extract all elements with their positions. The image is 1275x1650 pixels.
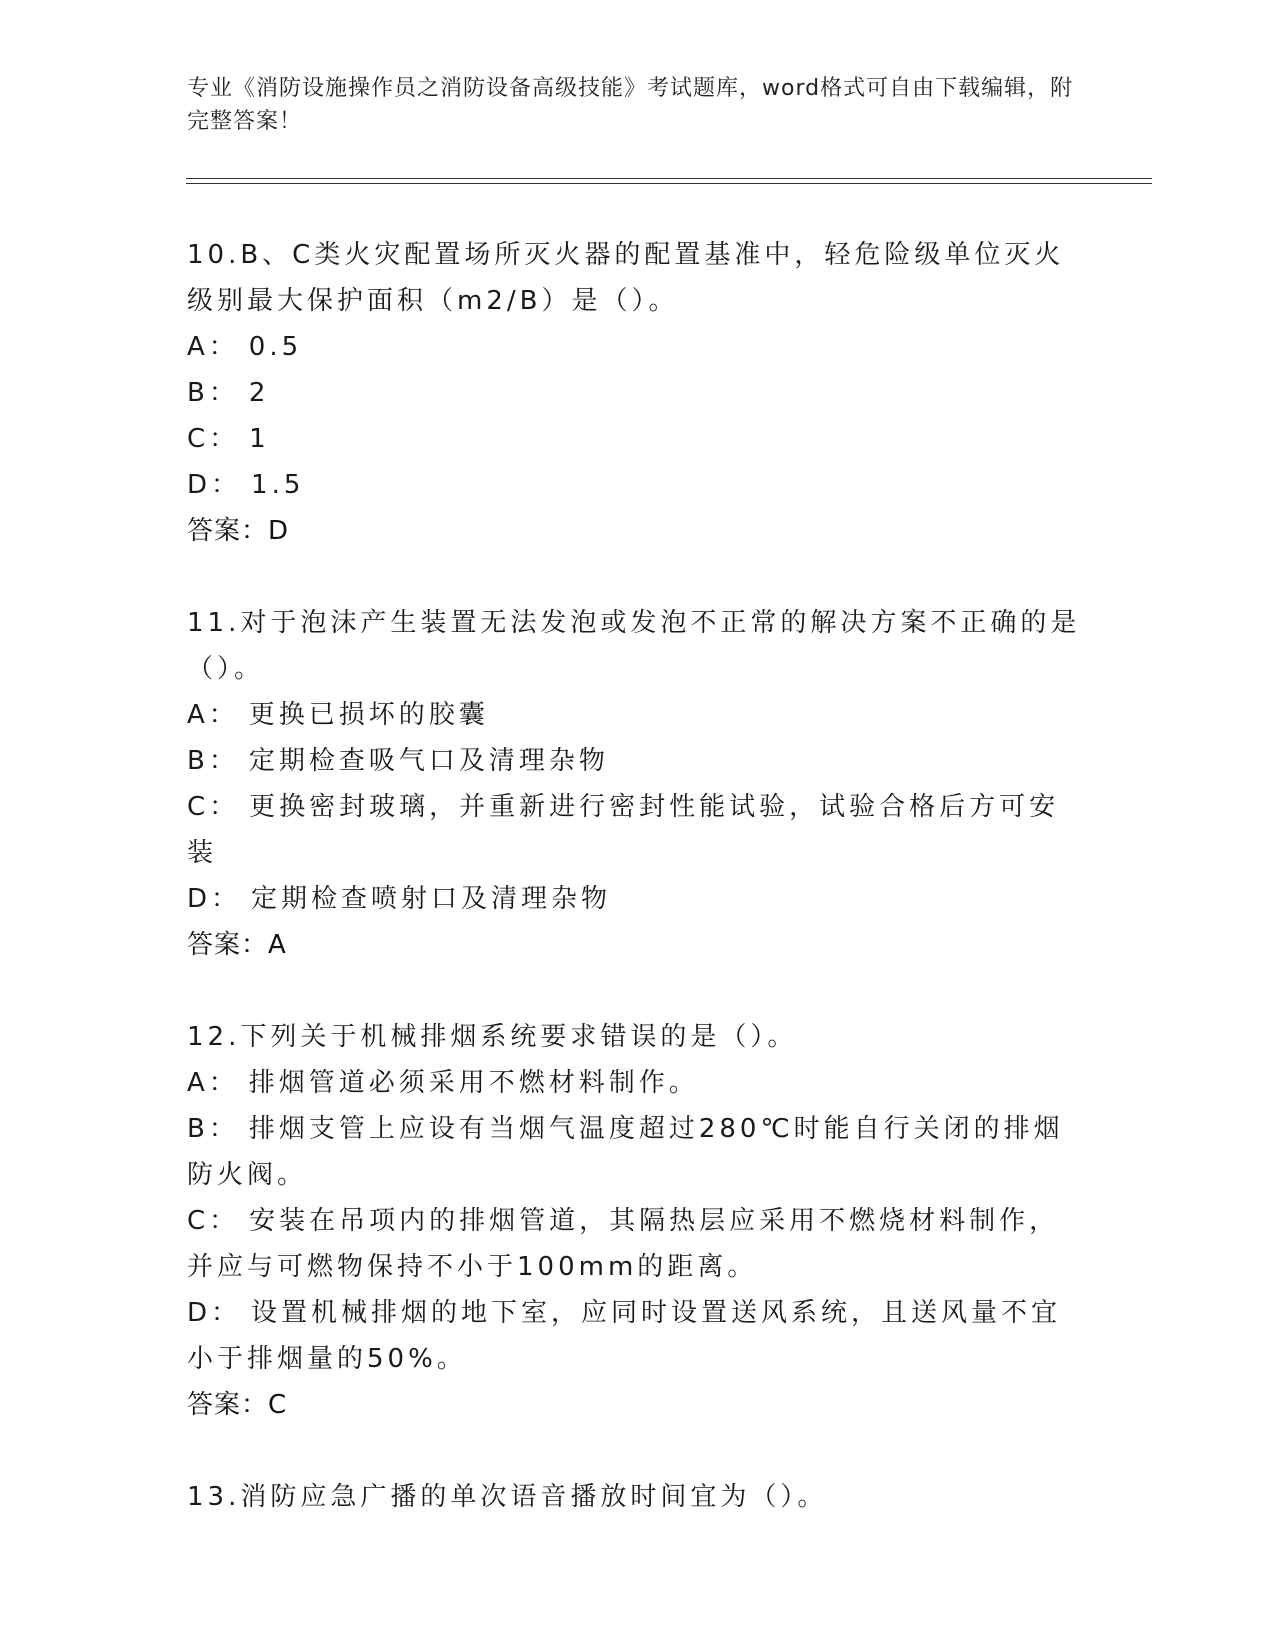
- option-key: D：: [187, 884, 242, 914]
- option-b: [187, 738, 1087, 784]
- question-text: 13.消防应急广播的单次语音播放时间宜为（）。: [187, 1482, 828, 1512]
- answer-line: 答案：C: [187, 1390, 288, 1420]
- question-12: [187, 1014, 1087, 1428]
- option-text: 排烟支管上应设有当烟气温度超过280℃时能自行关闭的排烟防火阀。: [187, 1114, 1064, 1190]
- option-c: [187, 784, 1087, 876]
- option-key: B：: [187, 1114, 239, 1144]
- option-text: 设置机械排烟的地下室，应同时设置送风系统，且送风量不宜小于排烟量的50%。: [187, 1298, 1062, 1374]
- question-11: [187, 600, 1087, 968]
- option-text: 安装在吊项内的排烟管道，其隔热层应采用不燃烧材料制作，并应与可燃物保持不小于100mm的距离。: [187, 1206, 1060, 1282]
- answer-line: 答案：D: [187, 516, 290, 546]
- option-b: [187, 1106, 1087, 1198]
- question-text: 10.B、C类火灾配置场所灭火器的配置基准中，轻危险级单位灭火级别最大保护面积（m2/B）是（）。: [187, 240, 1065, 316]
- option-text: 排烟管道必须采用不燃材料制作。: [248, 1068, 699, 1098]
- option-key: D：: [187, 1298, 242, 1328]
- question-text: 12.下列关于机械排烟系统要求错误的是（）。: [187, 1022, 798, 1052]
- option-c: [187, 416, 1087, 462]
- option-text: 1: [249, 424, 270, 454]
- option-text: 更换已损坏的胶囊: [248, 700, 489, 730]
- question-text: 11.对于泡沫产生装置无法发泡或发泡不正常的解决方案不正确的是（）。: [187, 608, 1081, 684]
- option-text: 定期检查喷射口及清理杂物: [251, 884, 612, 914]
- option-text: 1.5: [251, 470, 305, 500]
- option-d: [187, 1290, 1087, 1382]
- option-key: A：: [187, 332, 239, 362]
- answer-line: 答案：A: [187, 930, 287, 960]
- option-text: 0.5: [248, 332, 303, 362]
- option-key: B：: [187, 378, 239, 408]
- document-header: 专业《消防设施操作员之消防设备高级技能》考试题库，word格式可自由下载编辑，附完整答案！: [187, 76, 1074, 134]
- option-c: [187, 1198, 1087, 1290]
- option-key: D：: [187, 470, 242, 500]
- option-text: 更换密封玻璃，并重新进行密封性能试验，试验合格后方可安装: [187, 792, 1060, 868]
- option-text: 2: [248, 378, 270, 408]
- option-key: C：: [187, 424, 240, 454]
- option-a: [187, 1060, 1087, 1106]
- question-10: [187, 232, 1087, 554]
- option-key: C：: [187, 1206, 240, 1236]
- option-a: [187, 692, 1087, 738]
- option-key: C：: [187, 792, 240, 822]
- option-key: B：: [187, 746, 239, 776]
- option-a: [187, 324, 1087, 370]
- option-d: [187, 462, 1087, 508]
- option-text: 定期检查吸气口及清理杂物: [248, 746, 609, 776]
- option-key: A：: [187, 700, 239, 730]
- option-d: [187, 876, 1087, 922]
- header-divider-bottom: [186, 183, 1152, 184]
- header-divider-top: [186, 178, 1152, 179]
- option-key: A：: [187, 1068, 239, 1098]
- question-13: [187, 1474, 1087, 1520]
- option-b: [187, 370, 1087, 416]
- question-list: [187, 232, 1087, 1566]
